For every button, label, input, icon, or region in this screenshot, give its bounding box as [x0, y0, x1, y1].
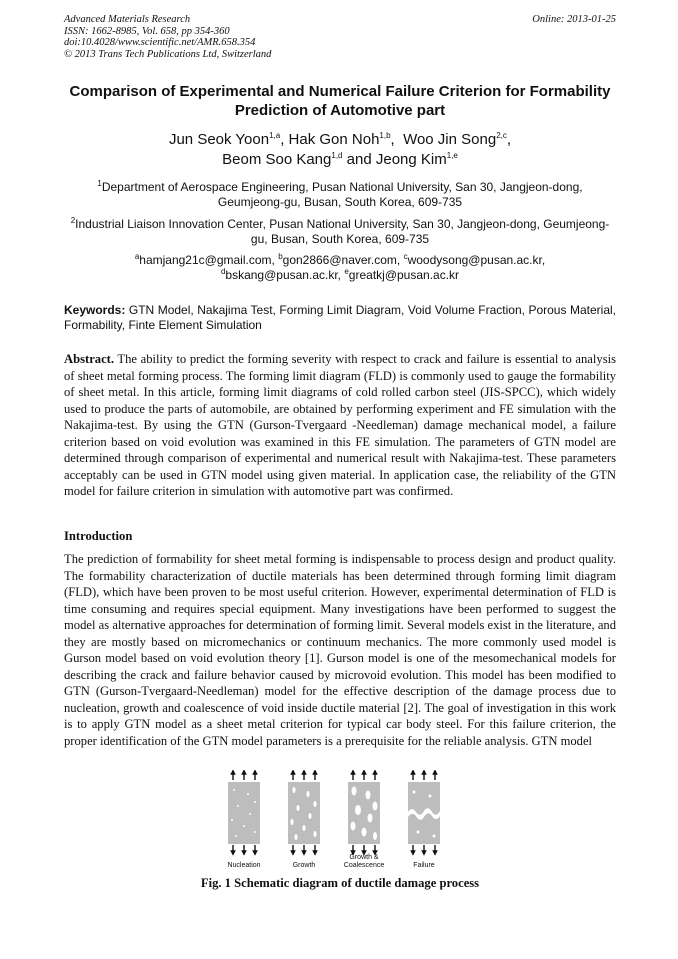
- affiliation-2: [64, 217, 616, 247]
- section-heading-introduction: Introduction: [64, 529, 133, 543]
- figure-label-nucleation: Nucleation: [227, 862, 261, 869]
- author-name: Beom Soo Kang: [222, 151, 332, 168]
- keywords: [64, 303, 616, 332]
- issn-line: ISSN: 1662-8985, Vol. 658, pp 354-360: [64, 25, 230, 37]
- figure-label-coalescence: Coalescence: [343, 862, 385, 869]
- introduction-text: The prediction of formability for sheet metal forming is indispensable to process design and product quality. The formability characterization of ductile materials has been determined through forming limit diagram (FLD), which have been proven to be most useful criterion. However, experimental determination of FLD is time consuming and requires special equipment. Many investigations have been performed to suggest the model as alternative approaches for determination of forming limit. Several models exist in the literature, and they are mostly based on micromechanics or continuum mechanics. The more commonly used model is Gurson model based on void evolution theory [1]. Gurson model is one of the mesomechanical models for describing the crack and failure behavior caused by microvoid evolution. This model has been modified to GTN (Gurson-Tvergaard-Needleman) model for the effective description of the damage process due to nucleation, growth and coalescence of void inside ductile material [2]. The goal of investigation in this work is to apply GTN model as a sheet metal criterion for typical car body steel. For this failure criterion, the proper identification of the GTN model parameters is a prerequisite for the reliable analysis. GTN model: [64, 552, 616, 748]
- email-sup: e: [344, 267, 349, 276]
- email-link[interactable]: bskang@pusan.ac.kr,: [225, 268, 341, 282]
- copyright-line: © 2013 Trans Tech Publications Ltd, Switzerland: [64, 48, 272, 60]
- damage-process-figure: [222, 770, 462, 870]
- author-name: Jun Seok Yoon: [168, 131, 270, 148]
- figure-label-growth: Growth: [292, 862, 316, 869]
- author-name: Woo Jin Song: [403, 131, 497, 148]
- keywords-label: Keywords:: [64, 303, 126, 317]
- author-sup: 1,e: [446, 151, 458, 160]
- email-link[interactable]: greatkj@pusan.ac.kr: [348, 268, 460, 282]
- nucleation-panel: [228, 772, 260, 853]
- growth-panel: [288, 772, 320, 853]
- author-and: and: [346, 151, 372, 168]
- affiliation-text: Department of Aerospace Engineering, Pusan National University, San 30, Jangjeon-dong, Geumjeong-gu, Busan, South Korea, 609-735: [101, 180, 583, 209]
- page-header: [64, 14, 616, 60]
- figure-caption: Fig. 1 Schematic diagram of ductile damage process: [200, 876, 480, 890]
- affiliation-text: Industrial Liaison Innovation Center, Pusan National University, San 30, Jangjeon-dong, Geumjeong-gu, Busan, South Korea, 609-735: [75, 217, 610, 246]
- email-link[interactable]: gon2866@naver.com,: [282, 253, 401, 267]
- figure-label-failure: Failure: [413, 862, 435, 869]
- email-link[interactable]: woodysong@pusan.ac.kr,: [407, 253, 546, 267]
- email-sup: a: [134, 252, 140, 261]
- author-sup: 1,b: [379, 131, 391, 140]
- failure-panel: [408, 772, 440, 853]
- doi-line: doi:10.4028/www.scientific.net/AMR.658.354: [64, 37, 256, 48]
- author-name: Hak Gon Noh: [288, 131, 380, 148]
- email-sup: d: [220, 267, 226, 276]
- email-sup: b: [278, 252, 283, 261]
- email-sup: c: [403, 252, 408, 261]
- author-sup: 2,c: [496, 131, 507, 140]
- keywords-text: GTN Model, Nakajima Test, Forming Limit Diagram, Void Volume Fraction, Porous Material, Formability, Finte Element Simulation: [64, 303, 616, 332]
- affiliation-sup: 2: [70, 216, 76, 225]
- email-list: [64, 253, 616, 283]
- abstract: [64, 351, 616, 500]
- abstract-label: Abstract.: [64, 352, 115, 366]
- coalescence-panel: [348, 772, 380, 853]
- author-list: Jun Seok Yoon$^{1,a}$, Hak Gon Noh$^{1,b}$, Woo Jin Song$^{2,c}$, Beom Soo Kang$^{1,d}$ and Jeong Kim$^{1,e}$: [168, 131, 512, 168]
- online-date: Online: 2013-01-25: [532, 14, 616, 25]
- figure-label-growth-and: Growth &: [349, 854, 379, 861]
- affiliation-sup: 1: [97, 179, 102, 188]
- affiliation-1: [64, 180, 616, 210]
- author-sup: 1,a: [269, 131, 281, 140]
- author-sup: 1,d: [331, 151, 343, 160]
- author-name: Jeong Kim: [375, 151, 447, 168]
- abstract-text: The ability to predict the forming severity with respect to crack and failure is essential to analysis of sheet metal forming process. The forming limit diagram (FLD) is commonly used to gauge the formability of sheet metal. In this article, forming limit diagrams of cold rolled carbon steel (JIS-SPCC), which widely used to produce the parts of automobile, are obtained by performing experiment and FE simulation with the Nakajima-test. By using the GTN (Gurson-Tvergaard -Needleman) damage mechanical model, a failure criterion based on void evolution was examined in this FE simulation. The parameters of GTN model are determined through comparison of experimental and numerical result with Nakajima-test. These parameters acceptably can be used in GTN model using given material. In application case, the reliability of the GTN model for failure criterion in simulation with automotive part was confirmed.: [64, 352, 616, 498]
- journal-name: Advanced Materials Research: [64, 14, 191, 25]
- paper-title: Comparison of Experimental and Numerical Failure Criterion for Formability Prediction of Automotive part: [69, 83, 611, 119]
- email-link[interactable]: hamjang21c@gmail.com,: [139, 253, 275, 267]
